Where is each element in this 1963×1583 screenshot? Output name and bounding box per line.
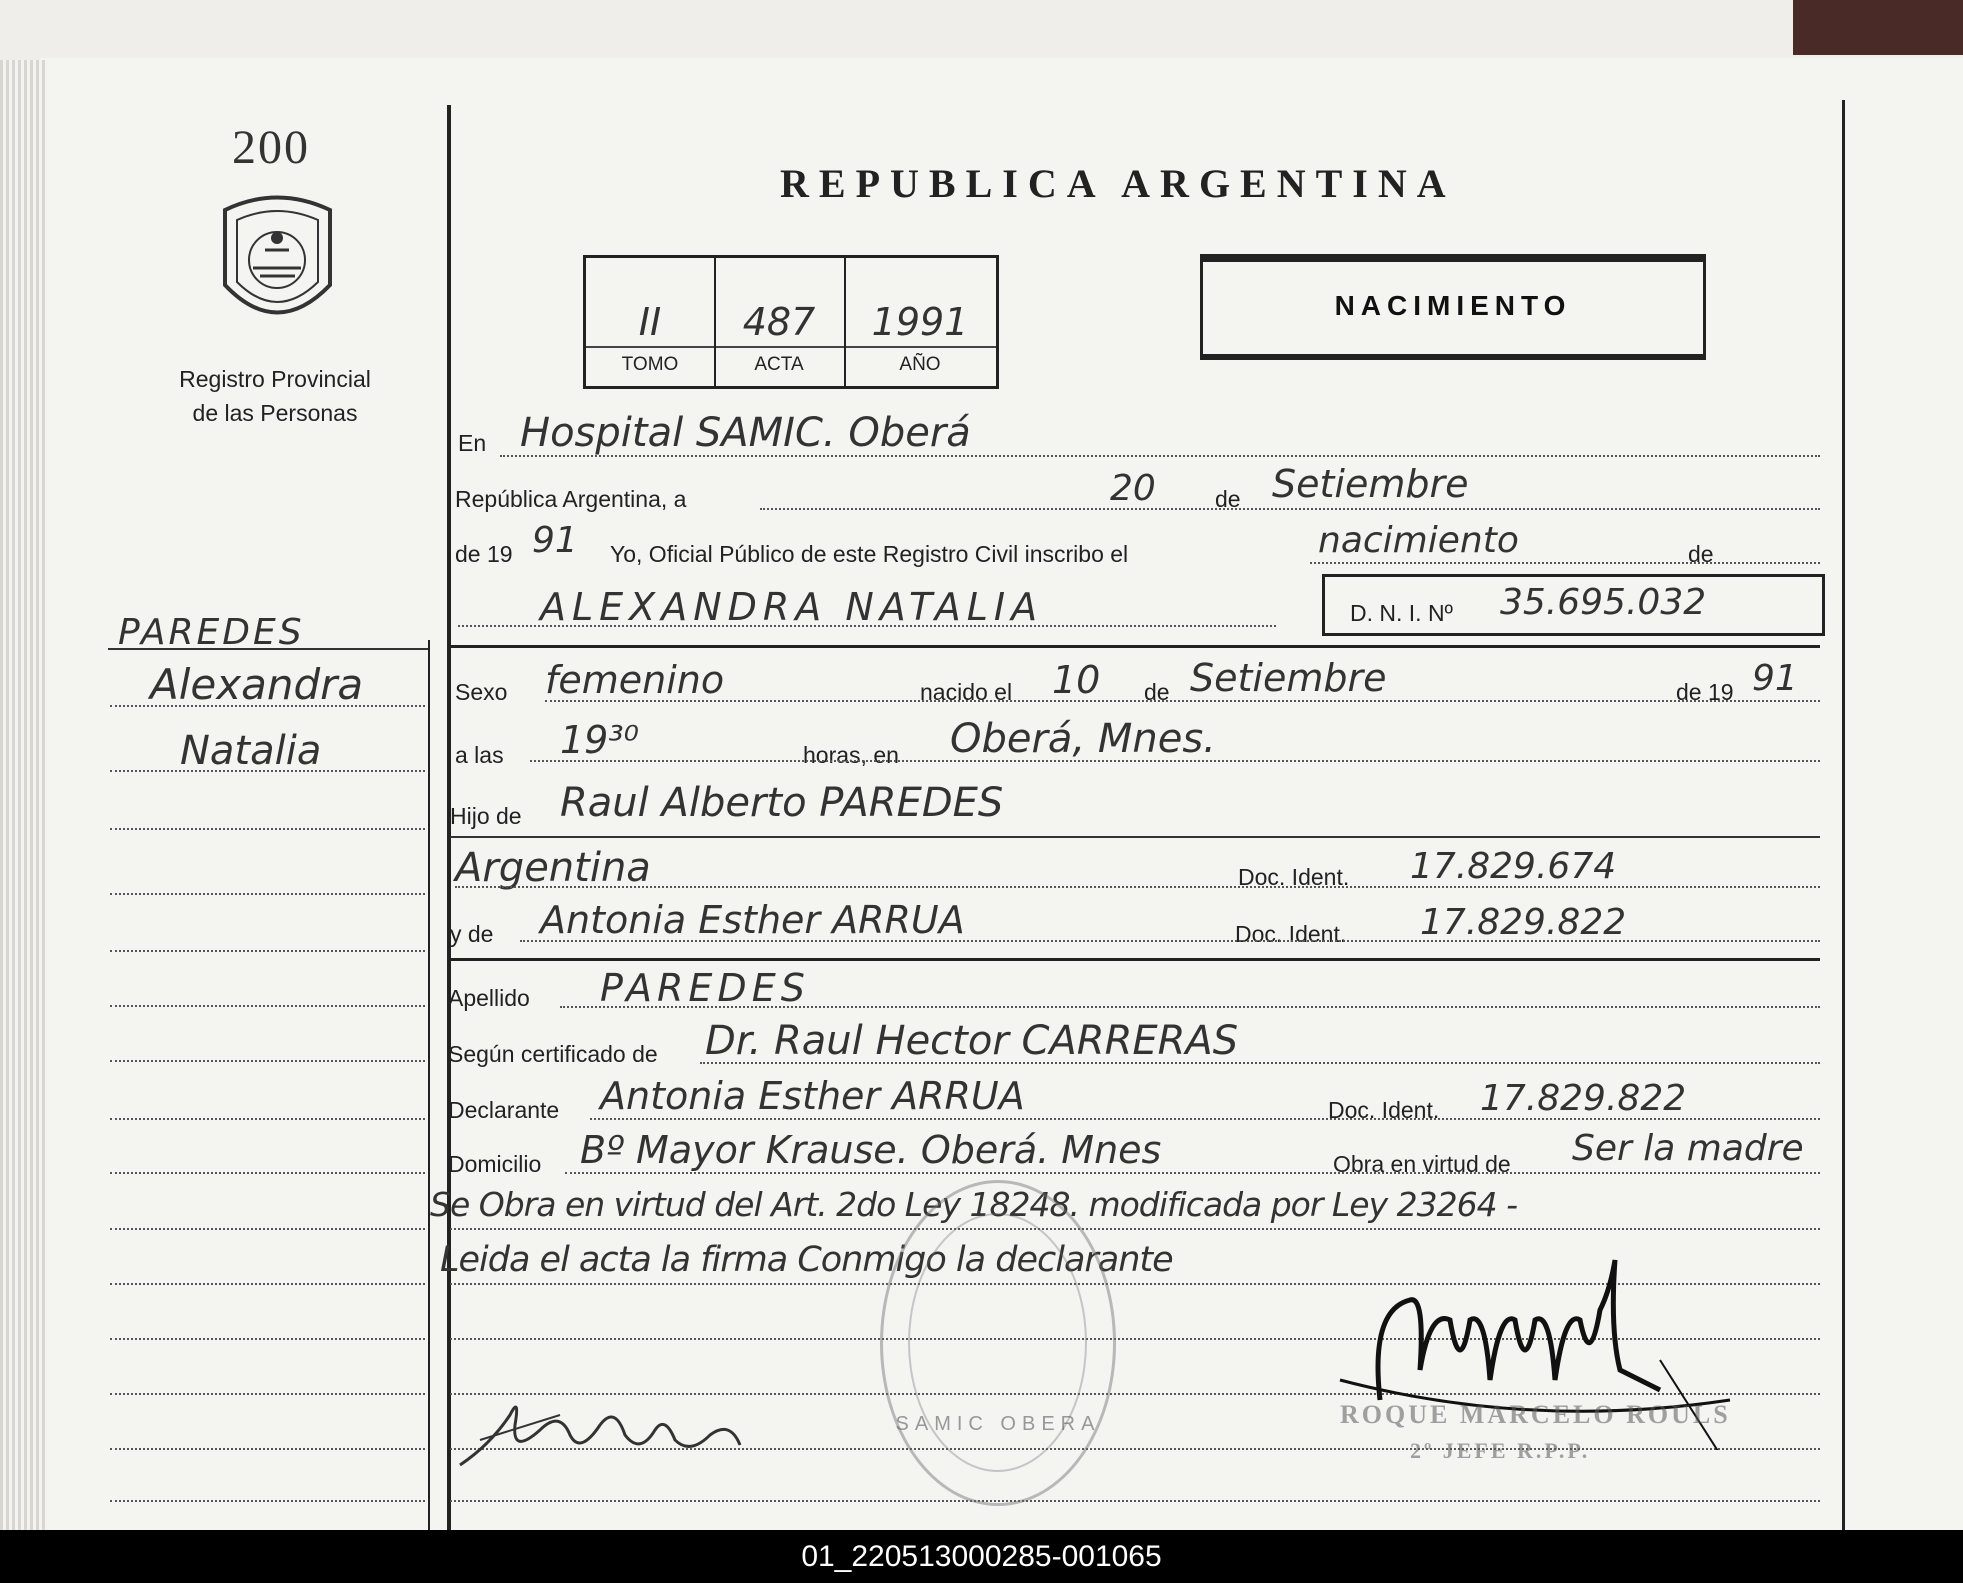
sexo-label: Sexo <box>455 679 508 705</box>
anio-value: 1991 <box>871 300 969 344</box>
declarant-signature <box>450 1385 750 1475</box>
margin-surname: PAREDES <box>118 612 305 653</box>
margin-rule <box>108 648 428 650</box>
father-name: Raul Alberto PAREDES <box>560 780 1004 826</box>
margin-second-name: Natalia <box>180 728 322 774</box>
month-value: Setiembre <box>1272 462 1469 506</box>
registry-name <box>140 362 410 430</box>
margin-first-name: Alexandra <box>150 660 364 709</box>
tomo-value: II <box>638 300 662 344</box>
horas-label: horas, en <box>803 742 899 768</box>
margin-line <box>110 1005 425 1007</box>
en-label: En <box>458 430 487 456</box>
form-line <box>458 625 1276 627</box>
a-las-label: a las <box>455 742 504 768</box>
segun-value: Dr. Raul Hector CARRERAS <box>705 1018 1239 1064</box>
note-line-2: Leida el acta la firma Conmigo la declarante <box>440 1240 1173 1280</box>
apellido-label: Apellido <box>448 985 530 1011</box>
place-value: Oberá, Mnes. <box>950 716 1216 762</box>
image-id: 01_220513000285-001065 <box>801 1540 1162 1573</box>
declarante-value: Antonia Esther ARRUA <box>600 1074 1025 1118</box>
form-line <box>520 940 1820 942</box>
yde-label: y de <box>450 921 494 947</box>
mother-doc: 17.829.822 <box>1420 902 1627 943</box>
birth-year-prefix: de 19 <box>1676 679 1734 705</box>
book-cover-corner <box>1793 0 1963 55</box>
anio-label: AÑO <box>899 354 941 375</box>
dni-value: 35.695.032 <box>1500 582 1707 623</box>
form-line <box>450 1500 1820 1502</box>
officer-title-stamp: 2º JEFE R.P.P. <box>1410 1438 1591 1463</box>
form-line <box>700 1062 1820 1064</box>
form-line <box>590 1118 1820 1120</box>
margin-line <box>110 1060 425 1062</box>
birth-year-suffix: 91 <box>1752 658 1798 699</box>
nacido-label: nacido el <box>920 679 1013 705</box>
form-line <box>455 886 1820 888</box>
margin-line <box>110 1448 425 1450</box>
margin-line <box>110 828 425 830</box>
birth-day: 10 <box>1052 658 1101 702</box>
obra-value: Ser la madre <box>1572 1128 1804 1169</box>
segun-label: Según certificado de <box>448 1041 658 1067</box>
margin-border <box>428 640 430 1530</box>
registry-line-1: Registro Provincial <box>179 366 371 392</box>
birth-month: Setiembre <box>1190 656 1387 700</box>
domicilio-label: Domicilio <box>448 1151 542 1177</box>
inscribe-value: nacimiento <box>1318 520 1519 561</box>
anio-cell <box>844 258 996 386</box>
right-border <box>1842 100 1845 1530</box>
father-doc: 17.829.674 <box>1410 846 1617 887</box>
de-label-1: de <box>1215 486 1241 512</box>
book-top-edge <box>0 0 1963 65</box>
page-number: 200 <box>232 121 310 174</box>
sexo-value: femenino <box>545 658 725 702</box>
obra-label: Obra en virtud de <box>1333 1151 1511 1177</box>
hijo-label: Hijo de <box>450 803 522 829</box>
registry-line-2: de las Personas <box>192 400 358 426</box>
officer-name-stamp: ROQUE MARCELO ROULS <box>1340 1400 1731 1429</box>
image-footer <box>0 1530 1963 1583</box>
form-line <box>450 1228 1820 1230</box>
margin-line <box>110 770 425 772</box>
record-number-table <box>583 255 999 389</box>
section-rule <box>450 645 1820 648</box>
dni-label: D. N. I. Nº <box>1350 600 1453 626</box>
hour-value: 19³⁰ <box>560 718 639 762</box>
margin-line <box>110 1172 425 1174</box>
acta-label: ACTA <box>754 354 804 375</box>
note-line-1: Se Obra en virtud del Art. 2do Ley 18248. modificada por Ley 23264 - <box>430 1185 1517 1224</box>
margin-line <box>110 705 425 707</box>
section-rule <box>450 836 1820 838</box>
domicilio-value: Bº Mayor Krause. Oberá. Mnes <box>580 1128 1162 1172</box>
form-line <box>500 455 1820 457</box>
form-line <box>530 760 1820 762</box>
provincial-seal-icon <box>215 190 340 335</box>
oficial-text: Yo, Oficial Público de este Registro Civil inscribo el <box>610 541 1129 567</box>
margin-line <box>110 1228 425 1230</box>
en-value: Hospital SAMIC. Oberá <box>520 410 971 456</box>
form-line <box>760 508 1820 510</box>
form-line <box>1310 562 1820 564</box>
form-line <box>565 1172 1820 1174</box>
margin-line <box>110 1118 425 1120</box>
republica-label: República Argentina, a <box>455 486 687 512</box>
mother-name: Antonia Esther ARRUA <box>540 898 965 942</box>
margin-line <box>110 1500 425 1502</box>
doc-label-mother: Doc. Ident. <box>1235 921 1347 947</box>
tomo-cell <box>586 258 716 386</box>
record-type: NACIMIENTO <box>1334 290 1572 321</box>
tomo-label: TOMO <box>621 354 679 375</box>
year-prefix: de 19 <box>455 541 513 567</box>
de-label-2: de <box>1688 541 1714 567</box>
year-suffix: 91 <box>532 520 578 561</box>
doc-label-father: Doc. Ident. <box>1238 864 1350 890</box>
declarante-label: Declarante <box>448 1097 560 1123</box>
form-line <box>545 700 1820 702</box>
father-nationality: Argentina <box>455 845 651 891</box>
book-binding <box>0 60 48 1530</box>
de-label-3: de <box>1144 679 1170 705</box>
child-name: ALEXANDRA NATALIA <box>540 585 1044 629</box>
margin-line <box>110 893 425 895</box>
section-rule <box>450 958 1820 961</box>
margin-line <box>110 1338 425 1340</box>
margin-line <box>110 1283 425 1285</box>
doc-label-declarante: Doc. Ident. <box>1328 1097 1440 1123</box>
stamp-text: SAMIC OBERA <box>895 1413 1101 1435</box>
form-line <box>560 1006 1820 1008</box>
margin-line <box>110 950 425 952</box>
apellido-value: PAREDES <box>600 966 810 1010</box>
margin-line <box>110 1393 425 1395</box>
declarante-doc: 17.829.822 <box>1480 1078 1687 1119</box>
official-round-stamp <box>880 1180 1116 1506</box>
day-value: 20 <box>1110 468 1156 509</box>
acta-cell <box>714 258 846 386</box>
record-type-box <box>1200 254 1706 360</box>
document-title: REPUBLICA ARGENTINA <box>780 161 1456 206</box>
acta-value: 487 <box>742 300 816 344</box>
